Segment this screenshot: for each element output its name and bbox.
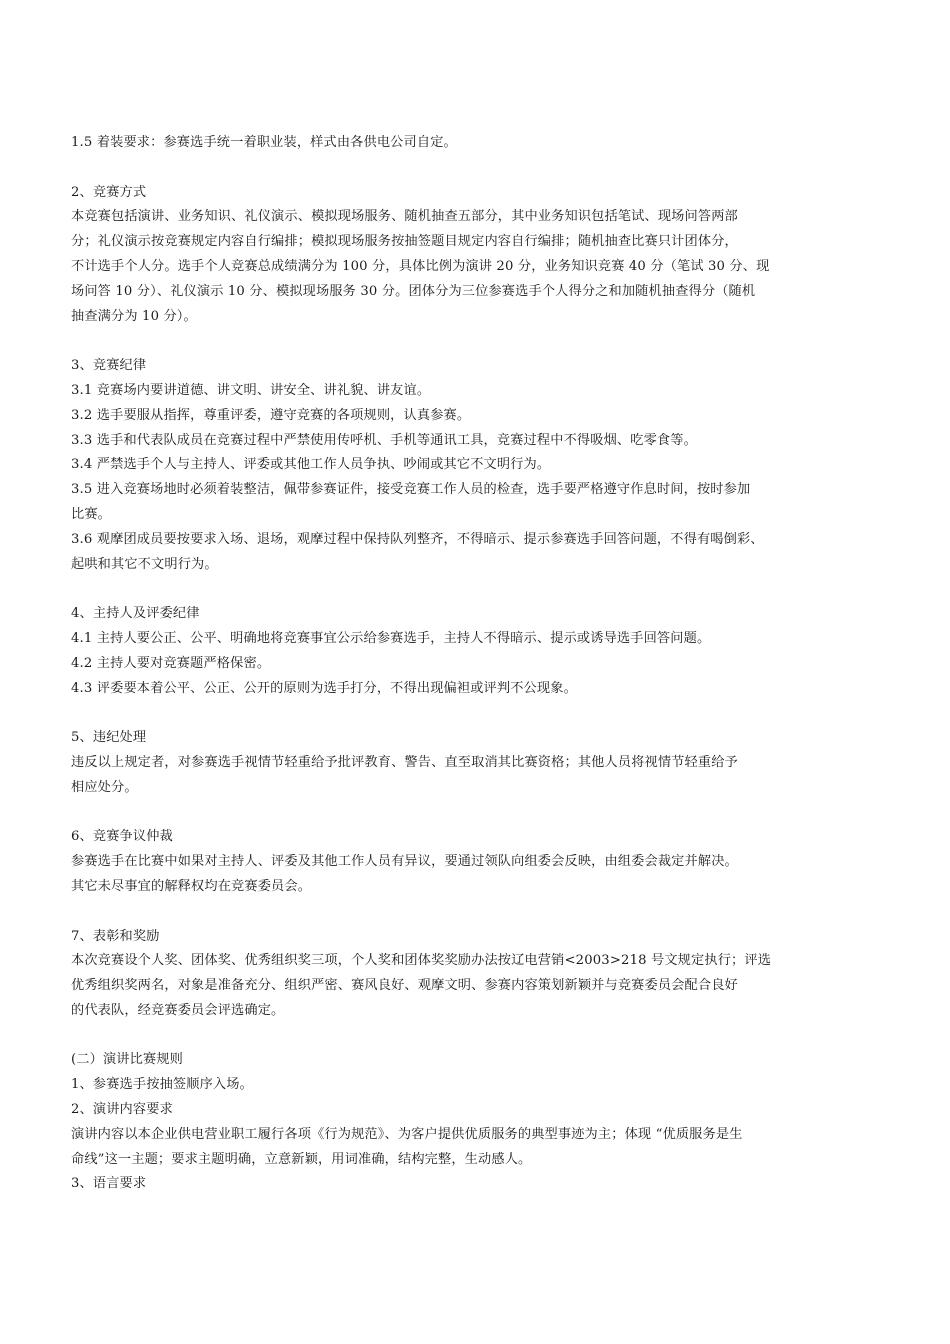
paragraph-gap [71, 329, 801, 354]
text-line: 3.3 选手和代表队成员在竞赛过程中严禁使用传呼机、手机等通讯工具，竞赛过程中不得吸烟、吃零食等。 [71, 432, 697, 448]
text-line: 1、参赛选手按抽签顺序入场。 [71, 1077, 253, 1093]
paragraph-gap [71, 156, 801, 181]
text-line: 4.3 评委要本着公平、公正、公开的原则为选手打分，不得出现偏袒或评判不公现象。 [71, 680, 577, 696]
paragraph-gap [71, 801, 801, 826]
text-line: 3.6 观摩团成员要按要求入场、退场，观摩过程中保持队列整齐，不得暗示、提示参赛选手回答问题，不得有喝倒彩、 [71, 531, 764, 547]
text-line: 违反以上规定者，对参赛选手视情节轻重给予批评教育、警告、直至取消其比赛资格；其他人员将视情节轻重给予 [71, 754, 738, 770]
text-line: 起哄和其它不文明行为。 [71, 556, 218, 572]
text-line: 4.2 主持人要对竞赛题严格保密。 [71, 655, 271, 671]
paragraph-gap [71, 900, 801, 925]
text-line: 7、表彰和奖励 [71, 928, 160, 944]
text-line: 3.4 严禁选手个人与主持人、评委或其他工作人员争执、吵闹或其它不文明行为。 [71, 457, 551, 473]
paragraph-gap [71, 1024, 801, 1049]
paragraph-gap [71, 701, 801, 726]
text-line: 相应处分。 [71, 779, 138, 795]
text-line: 3.2 选手要服从指挥，尊重评委，遵守竞赛的各项规则，认真参赛。 [71, 407, 471, 423]
text-line: 比赛。 [71, 506, 112, 522]
text-line: 演讲内容以本企业供电营业职工履行各项《行为规范》、为客户提供优质服务的典型事迹为主；体现 “优质服务是生 [71, 1126, 743, 1142]
text-line: 3.5 进入竞赛场地时必须着装整洁，佩带参赛证件，接受竞赛工作人员的检查，选手要严格遵守作息时间，按时参加 [71, 482, 751, 498]
text-line: 命线”这一主题；要求主题明确，立意新颖，用词准确，结构完整，生动感人。 [71, 1151, 532, 1167]
text-line: 优秀组织奖两名，对象是准备充分、组织严密、赛风良好、观摩文明、参赛内容策划新颖并与竞赛委员会配合良好 [71, 978, 738, 994]
text-line: 不计选手个人分。选手个人竞赛总成绩满分为 100 分，具体比例为演讲 20 分，业务知识竞赛 40 分（笔试 30 分、现 [71, 258, 770, 274]
text-line: 其它未尽事宜的解释权均在竞赛委员会。 [71, 878, 312, 894]
text-line: 参赛选手在比赛中如果对主持人、评委及其他工作人员有异议，要通过领队向组委会反映，由组委会裁定并解决。 [71, 854, 738, 870]
text-line: 1.5 着装要求：参赛选手统一着职业装，样式由各供电公司自定。 [71, 135, 457, 150]
text-line: 5、违纪处理 [71, 730, 147, 746]
text-line: 2、演讲内容要求 [71, 1102, 173, 1118]
text-line: 本竞赛包括演讲、业务知识、礼仪演示、模拟现场服务、随机抽查五部分，其中业务知识包括笔试、现场问答两部 [71, 209, 738, 225]
paragraph-gap [71, 577, 801, 602]
text-line: (二）演讲比赛规则 [71, 1052, 183, 1068]
text-line: 3、竞赛纪律 [71, 358, 147, 374]
text-line: 4、主持人及评委纪律 [71, 606, 200, 622]
text-line: 场问答 10 分）、礼仪演示 10 分、模拟现场服务 30 分。团体分为三位参赛选手个人得分之和加随机抽查得分（随机 [71, 283, 756, 299]
document-body [71, 131, 801, 1197]
text-line: 3.1 竞赛场内要讲道德、讲文明、讲安全、讲礼貌、讲友谊。 [71, 382, 431, 398]
text-line: 分；礼仪演示按竞赛规定内容自行编排；模拟现场服务按抽签题目规定内容自行编排；随机抽查比赛只计团体分， [71, 234, 738, 250]
text-line: 4.1 主持人要公正、公平、明确地将竞赛事宜公示给参赛选手，主持人不得暗示、提示或诱导选手回答问题。 [71, 630, 711, 646]
text-line: 抽查满分为 10 分）。 [71, 308, 197, 324]
text-line: 6、竞赛争议仲裁 [71, 829, 173, 845]
text-line: 本次竞赛设个人奖、团体奖、优秀组织奖三项，个人奖和团体奖奖励办法按辽电营销<2003>218 号文规定执行；评选 [71, 953, 772, 969]
text-line: 2、竞赛方式 [71, 184, 147, 200]
text-line: 3、语言要求 [71, 1176, 147, 1192]
text-line: 的代表队，经竞赛委员会评选确定。 [71, 1002, 285, 1018]
